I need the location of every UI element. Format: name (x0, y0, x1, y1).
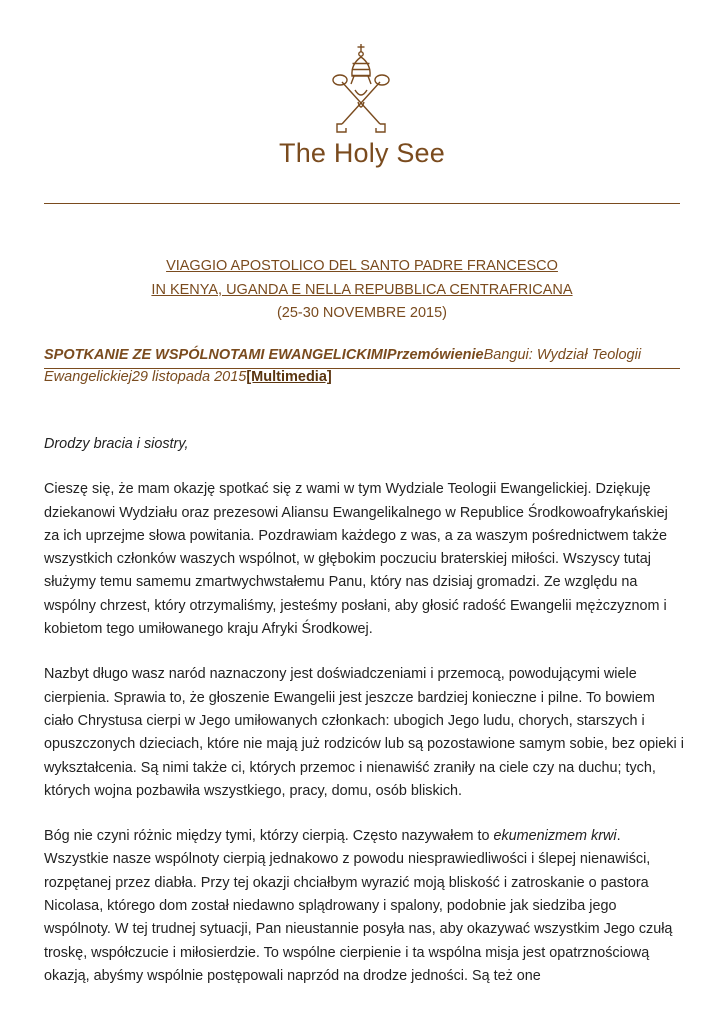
trip-line-1[interactable]: VIAGGIO APOSTOLICO DEL SANTO PADRE FRANCESCO (166, 258, 558, 274)
speech-place-date: Bangui: Wydział Teologii Ewangelickiej29 listopada 2015 (44, 347, 642, 385)
paragraph-3-start: Bóg nie czyni różnic między tymi, którzy cierpią. Często nazywałem to (44, 828, 494, 845)
speech-body (44, 433, 684, 1010)
headline-divider (44, 368, 680, 369)
trip-line-2[interactable]: IN KENYA, UGANDA E NELLA REPUBBLICA CENTRAFRICANA (151, 281, 573, 298)
papal-coat-of-arms-icon (320, 42, 402, 138)
speech-headline (44, 344, 680, 388)
trip-heading (0, 255, 724, 326)
paragraph-3-rest: . Wszystkie nasze wspólnoty cierpią jednakowo z powodu niesprawiedliwości i ślepej nienawiści, rozpętanej przez diabła. Przy tej okazji chciałbym wyrazić moją bliskość i zatroskanie o pastora Nicolasa, którego dom został niedawno splądrowany i spalony, podobnie jak siedziba jego wspólnoty. W tej trudnej sytuacji, Pan nieustannie posyła nas, aby okazywać wszystkim Jego czułą troskę, współczucie i miłosierdzie. To wspólne cierpienie i ta wspólna misja jest opatrznościową okazją, abyśmy wspólnie postępowali naprzód na drodze jedności. Są też one (44, 828, 673, 984)
site-title[interactable]: The Holy See (279, 138, 445, 168)
speech-title: SPOTKANIE ZE WSPÓLNOTAMI EWANGELICKIMIPrzemówienie (44, 347, 484, 363)
greeting: Drodzy bracia i siostry, (44, 436, 189, 452)
paragraph-1: Cieszę się, że mam okazję spotkać się z wami w tym Wydziale Teologii Ewangelickiej. Dziękuję dziekanowi Wydziału oraz prezesowi Aliansu Ewangelikalnego w Republice Środkowoafrykańskiej za ich uprzejme słowa powitania. Pozdrawiam każdego z was, a za waszym pośrednictwem także wszystkich członków waszych wspólnot, w głębokim poczuciu braterskiej miłości. Wszyscy tutaj służymy temu samemu zmartwychwstałemu Panu, który nas dzisiaj gromadzi. Ze względu na wspólny chrzest, który otrzymaliśmy, jesteśmy posłani, aby głosić radość Ewangelii mężczyznom i kobietom tego umiłowanego kraju Afryki Środkowej. (44, 481, 668, 638)
trip-dates: (25-30 NOVEMBRE 2015) (276, 305, 448, 321)
paragraph-3-emphasis: ekumenizmem krwi (493, 828, 617, 845)
header-divider (44, 203, 680, 204)
paragraph-3 (44, 825, 684, 988)
paragraph-2: Nazbyt długo wasz naród naznaczony jest doświadczeniami i przemocą, powodującymi wiele cierpienia. Sprawia to, że głoszenie Ewangelii jest jeszcze bardziej konieczne i pilne. To bowiem ciało Chrystusa cierpi w Jego umiłowanych członkach: ubogich Jego ludu, chorych, starszych i opuszczonych dzieciach, które nie mają już rodziców lub są pozostawione samym sobie, bez opieki i wykształcenia. Są nimi także ci, których przemoc i nienawiść zraniły na ciele czy na duchu; tych, których wojna pozbawiła wszystkiego, pracy, domu, osób bliskich. (44, 666, 684, 799)
multimedia-link[interactable]: [Multimedia] (246, 369, 332, 385)
